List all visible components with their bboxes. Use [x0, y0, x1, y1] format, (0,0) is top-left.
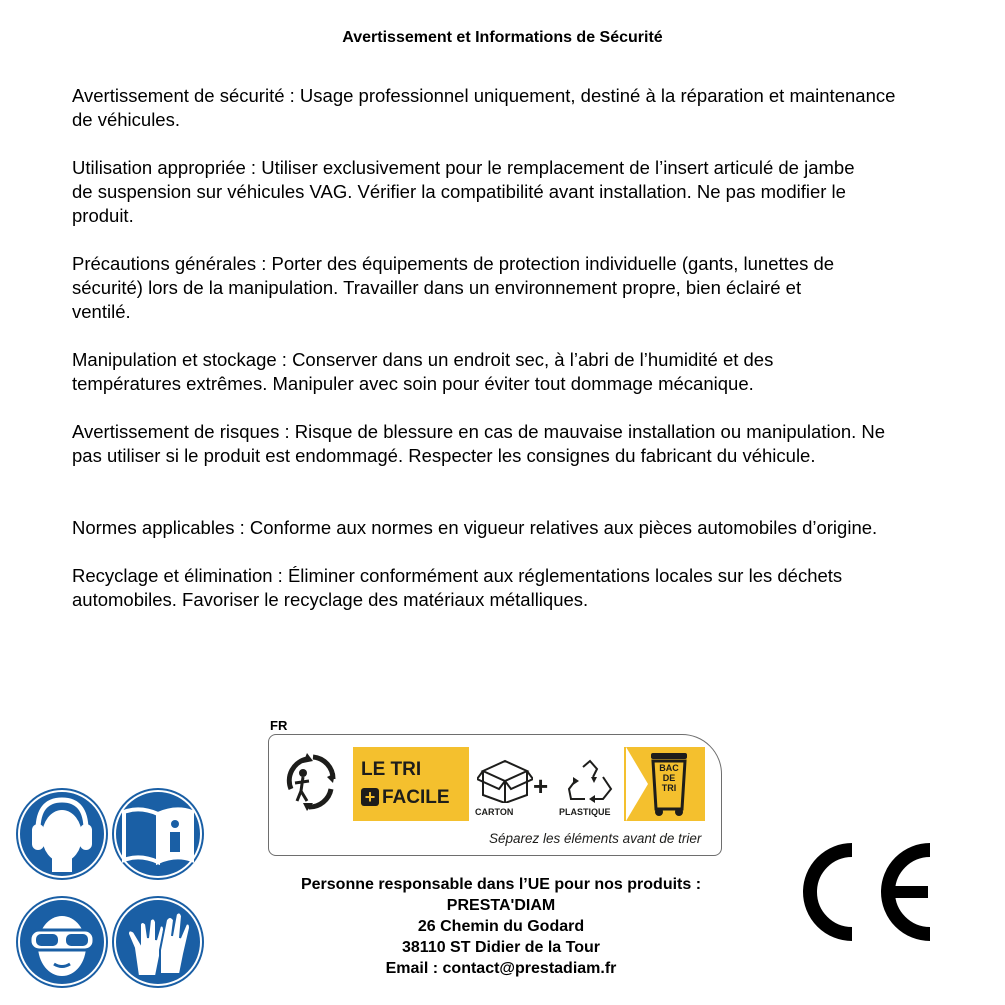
ce-mark-icon [796, 840, 940, 944]
eu-responsible-contact [226, 874, 776, 979]
read-manual-icon [110, 786, 206, 882]
recycle-icon [565, 759, 615, 805]
ear-protection-icon [14, 786, 110, 882]
paragraph-standards: Normes applicables : Conforme aux normes en vigueur relatives aux pièces automobiles d’origine. [72, 517, 878, 538]
carton-label: CARTON [475, 807, 514, 817]
triman-tagline: Séparez les éléments avant de trier [489, 831, 702, 846]
triman-arrow [626, 747, 648, 821]
paragraph-recycling: Recyclage et élimination : Éliminer conformément aux réglementations locales sur les déchets automobiles. Favoriser le recyclage des matériaux métalliques. [72, 565, 843, 610]
company-name: PRESTA'DIAM [446, 897, 556, 914]
address-street: 26 Chemin du Godard [417, 918, 585, 935]
facile-label [361, 787, 450, 809]
paragraph-risk-warning: Avertissement de risques : Risque de blessure en cas de mauvaise installation ou manipulation. Ne pas utiliser si le produit est endommagé. Respecter les consignes du fabricant du véhicule. [72, 421, 886, 466]
bac-line-2: DE [662, 773, 676, 783]
plus-sign: + [533, 771, 549, 801]
contact-heading: Personne responsable dans l’UE pour nos produits : [300, 876, 702, 893]
bac-line-3: TRI [661, 783, 677, 793]
safety-text [72, 84, 972, 612]
paragraph-general-precautions: Précautions générales : Porter des équipements de protection individuelle (gants, lunettes de sécurité) lors de la manipulation. Travailler dans un environnement propre, bien éclairé et ventilé. [72, 253, 835, 322]
carton-box-icon [477, 757, 533, 803]
le-tri-label: LE TRI [361, 759, 422, 780]
gloves-icon [110, 894, 206, 990]
facile-text: FACILE [382, 787, 450, 808]
paragraph-handling-storage: Manipulation et stockage : Conserver dans un endroit sec, à l’abri de l’humidité et des températures extrêmes. Manipuler avec soin pour éviter tout dommage mécanique. [72, 349, 774, 394]
triman-icon [277, 749, 343, 815]
page-title: Avertissement et Informations de Sécurité [342, 29, 663, 46]
plus-box: + [361, 788, 379, 806]
contact-email: Email : contact@prestadiam.fr [385, 960, 617, 977]
paragraph-appropriate-use: Utilisation appropriée : Utiliser exclusivement pour le remplacement de l’insert articulé de jambe de suspension sur véhicules VAG. Vérifier la compatibilité avant installation. Ne pas modifier le produit. [72, 157, 855, 226]
triman-recycling-label [266, 718, 726, 858]
plastique-label: PLASTIQUE [559, 807, 611, 817]
eye-protection-icon [14, 894, 110, 990]
paragraph-safety-warning: Avertissement de sécurité : Usage professionnel uniquement, destiné à la réparation et maintenance de véhicules. [72, 85, 896, 130]
bac-line-1: BAC [659, 763, 679, 773]
triman-frame [268, 734, 722, 856]
country-code: FR [270, 718, 288, 733]
bac-de-tri-label [651, 763, 687, 793]
address-city: 38110 ST Didier de la Tour [402, 939, 600, 956]
